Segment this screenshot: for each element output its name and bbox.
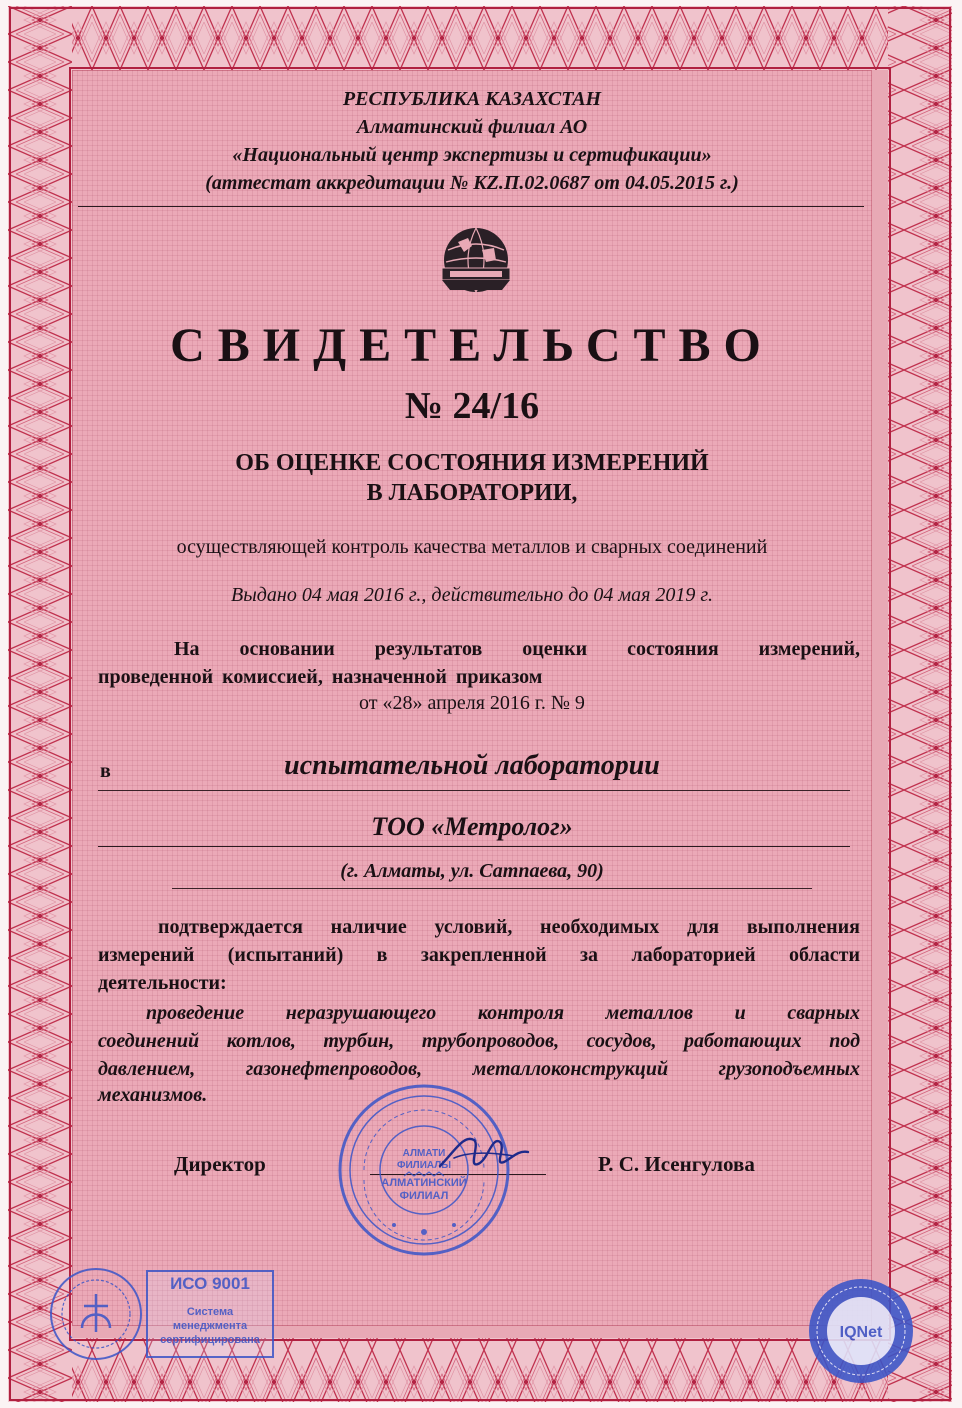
seal-center-text-2: ФИЛИАЛ: [399, 1190, 449, 1202]
iso-emblem-icon: [50, 1268, 142, 1360]
basis-line-3: от «28» апреля 2016 г. № 9: [359, 692, 585, 714]
globe-emblem-icon: [436, 220, 516, 306]
iqnet-label: IQNet: [839, 1324, 883, 1341]
seal-top-text-2: ФИЛИАЛЫ: [396, 1160, 452, 1171]
lab-name-underline: [98, 846, 850, 847]
seal-top-text: АЛМАТИ: [402, 1148, 446, 1159]
header-accreditation: (аттестат аккредитации № KZ.П.02.0687 от 04.05.2015 г.): [205, 172, 739, 194]
iso-title: ИСО 9001: [170, 1274, 250, 1293]
signatory-role: Директор: [174, 1152, 266, 1176]
lab-address: (г. Алматы, ул. Сатпаева, 90): [340, 860, 604, 882]
certificate-validity: Выдано 04 мая 2016 г., действительно до 04 мая 2019 г.: [231, 584, 713, 606]
activity-line-3: давлением, газонефтепроводов, металлоконструкций грузоподъемных: [98, 1058, 860, 1080]
confirmation-line-2: измерений (испытаний) в закрепленной за лабораторией области: [98, 944, 860, 966]
lab-name: ТОО «Метролог»: [371, 812, 573, 841]
seal-center-text-1: АЛМАТИНСКИЙ: [381, 1177, 467, 1189]
certificate-title: СВИДЕТЕЛЬСТВО: [170, 319, 774, 372]
header-country: РЕСПУБЛИКА КАЗАХСТАН: [342, 88, 602, 110]
iso-line-1: Система: [186, 1306, 234, 1318]
lab-type-underline: [98, 790, 850, 791]
header-organization: «Национальный центр экспертизы и сертификации»: [232, 144, 712, 166]
certificate-scope: осуществляющей контроль качества металлов и сварных соединений: [176, 536, 768, 558]
confirmation-line-1: подтверждается наличие условий, необходимых для выполнения: [158, 916, 860, 938]
certificate-number: № 24/16: [404, 385, 540, 427]
header-divider: [78, 206, 864, 207]
lab-address-underline: [172, 888, 812, 889]
iso-line-3: сертифицирована: [160, 1334, 260, 1346]
activity-line-4: механизмов.: [98, 1084, 208, 1106]
activity-line-1: проведение неразрушающего контроля металлов и сварных: [146, 1002, 860, 1024]
certificate-subtitle-2: В ЛАБОРАТОРИИ,: [366, 480, 578, 506]
lab-type: испытательной лаборатории: [284, 750, 660, 781]
iso-9001-stamp: [50, 1268, 276, 1360]
signatory-name: Р. С. Исенгулова: [598, 1152, 755, 1176]
handwritten-signature: [434, 1122, 534, 1182]
basis-line-1: На основании результатов оценки состояния измерений,: [174, 638, 860, 660]
certificate-subtitle-1: ОБ ОЦЕНКЕ СОСТОЯНИЯ ИЗМЕРЕНИЙ: [235, 450, 709, 476]
basis-line-2: проведенной комиссией, назначенной приказом: [98, 666, 543, 688]
confirmation-line-3: деятельности:: [98, 972, 227, 994]
header-branch: Алматинский филиал АО: [356, 116, 588, 138]
activity-line-2: соединений котлов, турбин, трубопроводов, сосудов, работающих под: [98, 1030, 860, 1052]
iso-line-2: менеджмента: [172, 1320, 248, 1332]
lab-prefix: в: [100, 760, 111, 782]
certificate-body: [72, 70, 883, 1346]
iso-text-box: [146, 1270, 274, 1358]
iqnet-stamp: [806, 1276, 916, 1386]
